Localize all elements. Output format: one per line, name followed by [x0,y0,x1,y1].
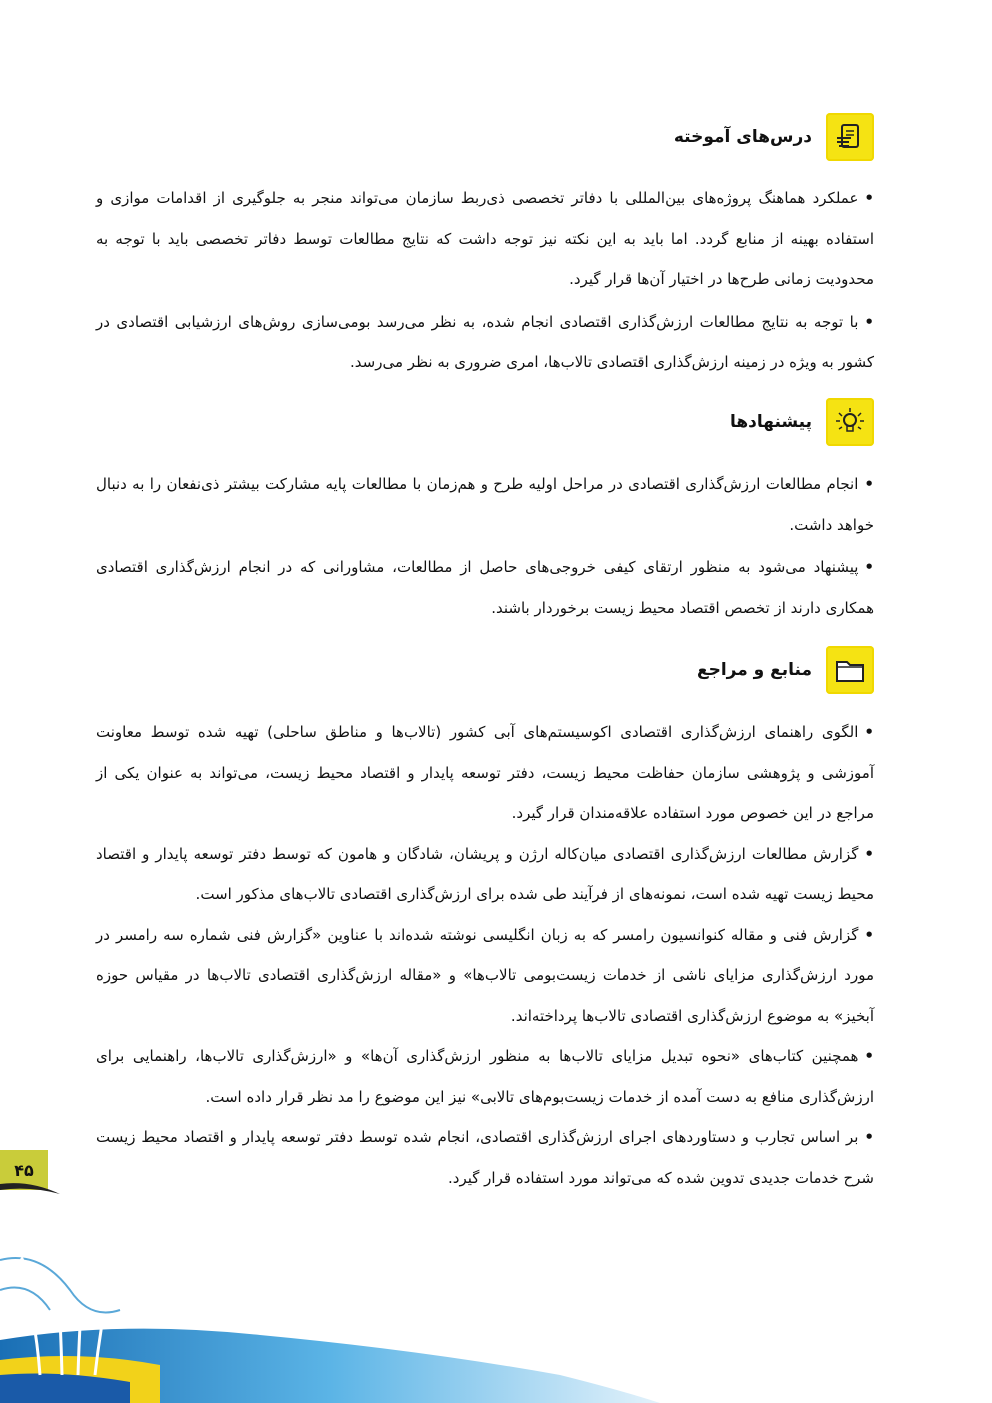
references-title: منابع و مراجع [696,660,812,680]
suggestions-body [96,464,874,628]
list-item: •گزارش فنی و مقاله کنوانسیون رامسر که به زبان انگلیسی نوشته شده‌اند با عناوین «گزارش فنی شماره سه رامسر در مورد ارزش‌گذاری مزایای ناشی از خدمات زیست‌بومی تالاب‌ها» و «مقاله ارزش‌گذاری اقتصادی تالاب‌ها در مقیاس حوزه آبخیز» به موضوع ارزش‌گذاری اقتصادی تالاب‌ها پرداخته‌اند. [96,925,874,1025]
bullet: • [864,925,874,944]
lessons-heading [674,113,874,161]
hand-pointing-icon [826,113,874,161]
lessons-title: درس‌های آموخته [673,127,812,147]
lightbulb-icon [826,398,874,446]
page-tab-swoosh [0,1180,60,1196]
bullet: • [864,844,874,863]
list-item: •با توجه به نتایج مطالعات ارزش‌گذاری اقتصادی انجام شده، به نظر می‌رسد بومی‌سازی روش‌های ارزشیابی اقتصادی در کشور به ویژه در زمینه ارزش‌گذاری اقتصادی تالاب‌ها، امری ضروری به نظر می‌رسد. [96,312,874,371]
wetland-decoration [0,1200,992,1403]
list-item: •پیشنهاد می‌شود به منظور ارتقای کیفی خروجی‌های حاصل از مطالعات، مشاورانی که در انجام ارزش‌گذاری اقتصادی همکاری دارند از تخصص اقتصاد محیط زیست برخوردار باشند. [96,558,874,617]
page-number: ۴۵ [0,1150,48,1190]
bullet: • [864,475,874,493]
suggestions-title: پیشنهادها [729,412,812,432]
bullet: • [864,1128,874,1146]
bullet: • [864,1047,874,1065]
list-item: •عملکرد هماهنگ پروژه‌های بین‌المللی با دفاتر تخصصی ذی‌ربط سازمان می‌تواند منجر به جلوگیری از اقدامات موازی و استفاده بهینه از منابع گردد. اما باید به این نکته نیز توجه داشت که نتایج مطالعات توسط دفاتر تخصصی باید با توجه به محدودیت زمانی طرح‌ها در اختیار آن‌ها قرار گیرد. [96,189,874,288]
list-item: •انجام مطالعات ارزش‌گذاری اقتصادی در مراحل اولیه طرح و هم‌زمان با مطالعات پایه مشارکت بیشتر ذی‌نفعان را به دنبال خواهد داشت. [96,475,874,534]
suggestions-heading [730,398,874,446]
references-heading [697,646,874,694]
list-item: •بر اساس تجارب و دستاوردهای اجرای ارزش‌گذاری اقتصادی، انجام شده توسط دفتر توسعه پایدار و اقتصاد محیط زیست شرح خدمات جدیدی تدوین شده که می‌تواند مورد استفاده قرار گیرد. [96,1128,874,1187]
bullet: • [864,189,874,207]
references-body [96,712,874,1198]
bullet: • [864,558,874,576]
bullet: • [864,723,874,741]
list-item: •همچنین کتاب‌های «نحوه تبدیل مزایای تالاب‌ها به منظور ارزش‌گذاری آن‌ها» و «ارزش‌گذاری تالاب‌ها، راهنمایی برای ارزش‌گذاری منافع به دست آمده از خدمات زیست‌بوم‌های تالابی» نیز این موضوع را مد نظر قرار داده است. [96,1047,874,1106]
folder-icon [826,646,874,694]
list-item: •الگوی راهنمای ارزش‌گذاری اقتصادی اکوسیستم‌های آبی کشور (تالاب‌ها و مناطق ساحلی) تهیه شده توسط معاونت آموزشی و پژوهشی سازمان حفاظت محیط زیست، دفتر توسعه پایدار و اقتصاد محیط زیست، می‌تواند به عنوان یکی از مراجع در این خصوص مورد استفاده علاقه‌مندان قرار گیرد. [96,723,874,822]
bullet: • [864,312,874,331]
list-item: •گزارش مطالعات ارزش‌گذاری اقتصادی میان‌کاله ارژن و پریشان، شادگان و هامون که توسط دفتر توسعه پایدار و اقتصاد محیط زیست تهیه شده است، نمونه‌های از فرآیند طی شده برای ارزش‌گذاری اقتصادی تالاب‌های مذکور است. [96,844,874,903]
lessons-body [96,178,874,383]
